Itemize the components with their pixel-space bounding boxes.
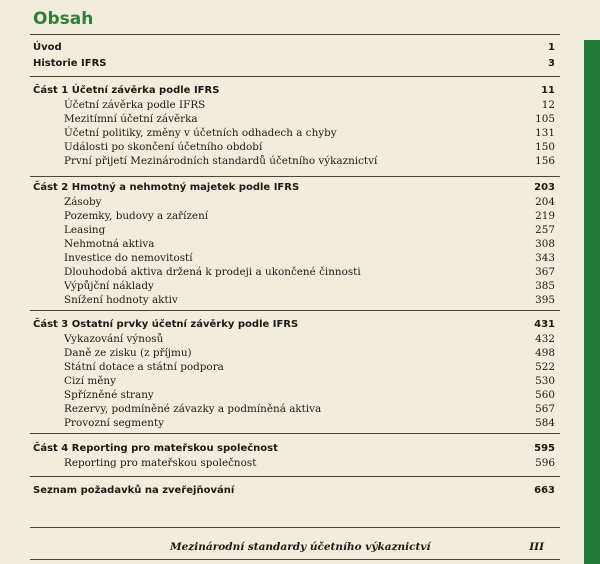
toc-item-page: 530 xyxy=(535,375,555,387)
toc-item-page: 367 xyxy=(535,266,555,278)
toc-entry[interactable] xyxy=(33,41,555,55)
toc-item-label: Zásoby xyxy=(64,196,102,208)
toc-item[interactable] xyxy=(64,360,555,374)
toc-item[interactable] xyxy=(64,209,555,223)
toc-entry-label: Seznam požadavků na zveřejňování xyxy=(33,485,235,496)
green-edge-bar xyxy=(584,0,600,564)
toc-item-label: První přijetí Mezinárodních standardů účetního výkaznictví xyxy=(64,155,378,167)
toc-part-label: Část 3 Ostatní prvky účetní závěrky podle IFRS xyxy=(33,319,299,330)
toc-entry[interactable] xyxy=(33,57,555,71)
footer-title: Mezinárodní standardy účetního výkaznictví xyxy=(170,541,431,553)
toc-item-page: 584 xyxy=(535,417,555,429)
footer-page-number: III xyxy=(529,541,544,553)
toc-item-label: Vykazování výnosů xyxy=(64,333,164,345)
toc-part-page: 595 xyxy=(534,443,555,454)
toc-item-page: 385 xyxy=(535,280,555,292)
toc-item[interactable] xyxy=(64,223,555,237)
toc-item-page: 150 xyxy=(535,141,555,153)
toc-item[interactable] xyxy=(64,195,555,209)
toc-part-label: Část 4 Reporting pro mateřskou společnost xyxy=(33,443,278,454)
toc-item-label: Události po skončení účetního období xyxy=(64,141,263,153)
toc-part-heading[interactable] xyxy=(33,84,555,98)
toc-item-page: 432 xyxy=(535,333,555,345)
toc-item-page: 257 xyxy=(535,224,555,236)
toc-item-page: 12 xyxy=(541,99,555,111)
toc-item-label: Účetní závěrka podle IFRS xyxy=(64,99,206,111)
toc-item[interactable] xyxy=(64,346,555,360)
toc-item-label: Mezitímní účetní závěrka xyxy=(64,113,198,125)
toc-part-heading[interactable] xyxy=(33,318,555,332)
toc-item[interactable] xyxy=(64,154,555,168)
toc-entry-label: Úvod xyxy=(33,42,62,53)
toc-entry-page: 1 xyxy=(548,42,555,53)
toc-item[interactable] xyxy=(64,416,555,430)
toc-item-label: Daně ze zisku (z příjmu) xyxy=(64,347,192,359)
toc-item-page: 308 xyxy=(535,238,555,250)
toc-item-label: Státní dotace a státní podpora xyxy=(64,361,224,373)
toc-item-page: 156 xyxy=(535,155,555,167)
toc-item[interactable] xyxy=(64,402,555,416)
toc-item-label: Cizí měny xyxy=(64,375,116,387)
toc-item-label: Spřízněné strany xyxy=(64,389,154,401)
toc-item-label: Nehmotná aktiva xyxy=(64,238,155,250)
toc-item-label: Pozemky, budovy a zařízení xyxy=(64,210,209,222)
toc-item-page: 522 xyxy=(535,361,555,373)
toc-item[interactable] xyxy=(64,265,555,279)
toc-item[interactable] xyxy=(64,112,555,126)
toc-item-page: 131 xyxy=(535,127,555,139)
toc-item-label: Dlouhodobá aktiva držená k prodeji a ukončené činnosti xyxy=(64,266,361,278)
toc-item[interactable] xyxy=(64,388,555,402)
toc-item-label: Investice do nemovitostí xyxy=(64,252,193,264)
toc-item-page: 596 xyxy=(535,457,555,469)
toc-item[interactable] xyxy=(64,98,555,112)
toc-item-page: 498 xyxy=(535,347,555,359)
toc-item-label: Provozní segmenty xyxy=(64,417,165,429)
toc-item-page: 567 xyxy=(535,403,555,415)
toc-entry-page: 3 xyxy=(548,58,555,69)
toc-item-page: 204 xyxy=(535,196,555,208)
toc-item-page: 395 xyxy=(535,294,555,306)
toc-entry-page: 663 xyxy=(534,485,555,496)
toc-item-page: 105 xyxy=(535,113,555,125)
toc-entry[interactable] xyxy=(33,484,555,498)
toc-part-label: Část 2 Hmotný a nehmotný majetek podle IFRS xyxy=(33,182,300,193)
toc-item-label: Účetní politiky, změny v účetních odhadech a chyby xyxy=(64,127,337,139)
toc-item-label: Reporting pro mateřskou společnost xyxy=(64,457,257,469)
toc-item[interactable] xyxy=(64,374,555,388)
toc-item[interactable] xyxy=(64,456,555,470)
toc-item[interactable] xyxy=(64,237,555,251)
toc-part-page: 11 xyxy=(541,85,555,96)
toc-part-page: 203 xyxy=(534,182,555,193)
toc-part-page: 431 xyxy=(534,319,555,330)
toc-part-heading[interactable] xyxy=(33,181,555,195)
toc-item[interactable] xyxy=(64,293,555,307)
toc-item[interactable] xyxy=(64,251,555,265)
bar-top-gap xyxy=(584,0,600,40)
toc-part-heading[interactable] xyxy=(33,442,555,456)
toc-item[interactable] xyxy=(64,279,555,293)
toc-item-label: Snížení hodnoty aktiv xyxy=(64,294,178,306)
toc-item-page: 560 xyxy=(535,389,555,401)
toc-item[interactable] xyxy=(64,140,555,154)
toc-part-label: Část 1 Účetní závěrka podle IFRS xyxy=(33,85,220,96)
toc-item-label: Výpůjční náklady xyxy=(64,280,154,292)
toc-item-label: Rezervy, podmíněné závazky a podmíněná aktiva xyxy=(64,403,322,415)
toc-item[interactable] xyxy=(64,126,555,140)
toc-item-page: 343 xyxy=(535,252,555,264)
toc-item-page: 219 xyxy=(535,210,555,222)
toc-item[interactable] xyxy=(64,332,555,346)
toc-entry-label: Historie IFRS xyxy=(33,58,107,69)
page-title: Obsah xyxy=(33,9,94,29)
toc-item-label: Leasing xyxy=(64,224,106,236)
